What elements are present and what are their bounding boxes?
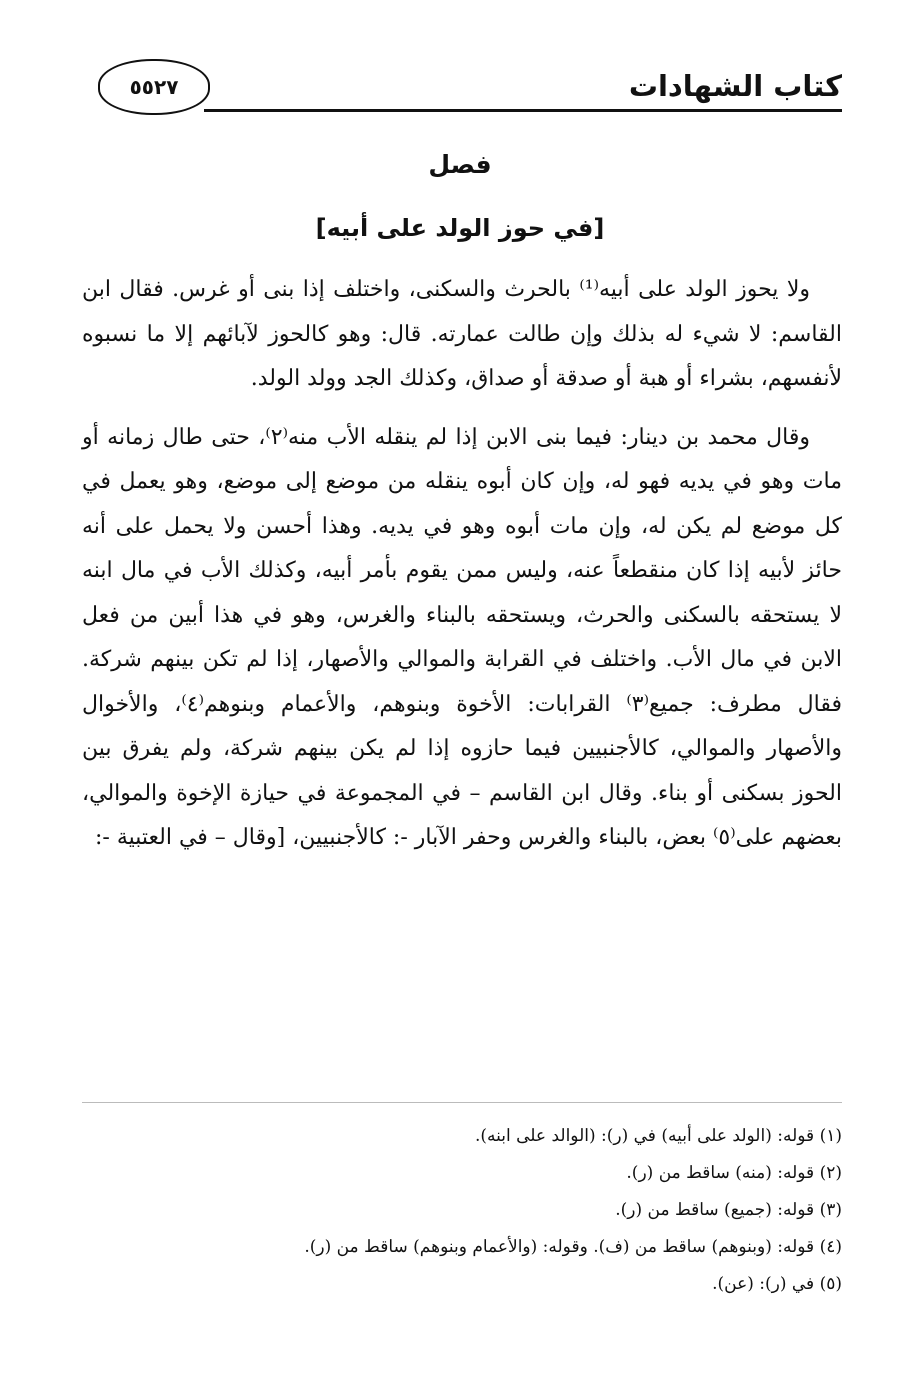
body-text [82,268,842,861]
page-number: ٥٥٢٧ [129,75,179,99]
footnote-separator [82,1102,842,1103]
paragraph: وقال محمد بن دينار: فيما بنى الابن إذا لم ينقله الأب منه⁽٢⁾، حتى طال زمانه أو مات وهو في يديه فهو له، وإن كان أبوه ينقله من موضع إلى موضع، وهو يعمل في كل موضع لم يكن له، وإن مات أبوه وهو في يديه. وهذا أحسن ولا يحمل على أنه حائز لأبيه إذا كان منقطعاً عنه، وليس ممن يقوم بأمر أبيه، وكذلك الأب في مال ابنه لا يستحقه بالسكنى والحرث، ويستحقه بالبناء والغرس، وهو في هذا أبين من فعل الابن في مال الأب. واختلف في القرابة والموالي والأصهار، إذا لم تكن بينهم شركة. فقال مطرف: جميع⁽٣⁾ القرابات: الأخوة وبنوهم، والأعمام وبنوهم⁽٤⁾، والأخوال والأصهار والموالي، كالأجنبيين فيما حازوه إذا لم يكن بينهم شركة، ولم يفرق بين الحوز بسكنى أو بناء. وقال ابن القاسم – في المجموعة في حيازة الإخوة والموالي، بعضهم على⁽٥⁾ بعض، بالبناء والغرس وحفر الآبار -: كالأجنبيين، [وقال – في العتبية -: [82,424,843,850]
footnotes [82,1118,842,1303]
footnote: (١) قوله: (الولد على أبيه) في (ر): (الوالد على ابنه). [475,1126,842,1146]
running-header [92,55,842,127]
footnote: (٤) قوله: (وبنوهم) ساقط من (ف). وقوله: (والأعمام وبنوهم) ساقط من (ر). [304,1237,842,1257]
section-subtitle: [في حوز الولد على أبيه] [315,214,605,242]
footnote: (٣) قوله: (جميع) ساقط من (ر). [615,1200,842,1220]
footnote: (٢) قوله: (منه) ساقط من (ر). [626,1163,842,1183]
page-number-badge [98,59,210,115]
header-rule [204,109,842,112]
book-title: كتاب الشهادات [628,69,842,103]
paragraph: ولا يحوز الولد على أبيه⁽¹⁾ بالحرث والسكنى، واختلف إذا بنى أو غرس. فقال ابن القاسم: لا شيء له بذلك وإن طالت عمارته. قال: وهو كالحوز لآبائهم إلا ما نسبوه لأنفسهم، بشراء أو هبة أو صدقة أو صداق، وكذلك الجد وولد الولد. [82,277,842,391]
footnote: (٥) في (ر): (عن). [712,1274,842,1294]
section-title: فصل [428,150,492,179]
